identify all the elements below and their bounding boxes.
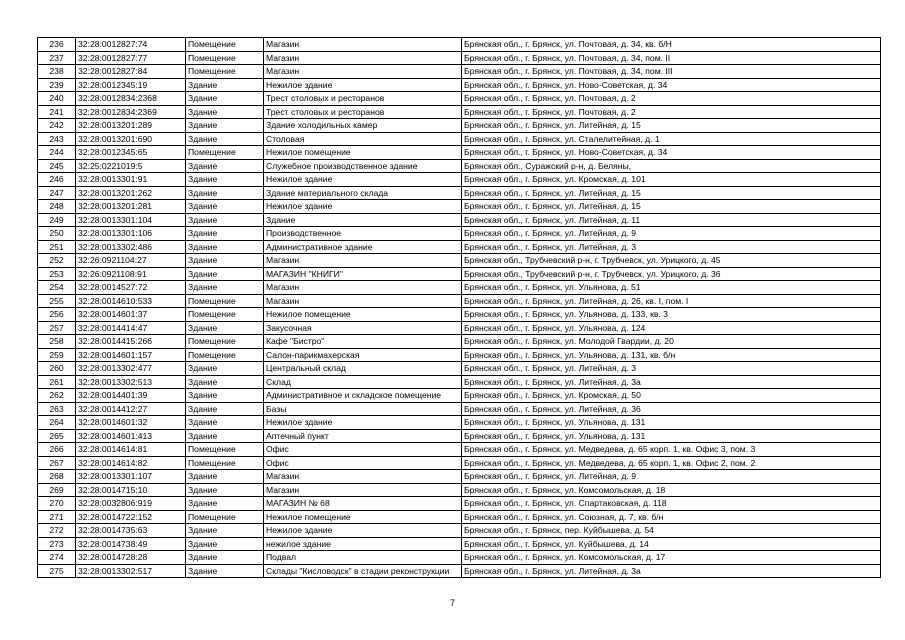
object-name-cell: Здание <box>264 213 462 227</box>
object-type-cell: Помещение <box>186 348 264 362</box>
object-type-cell: Здание <box>186 281 264 295</box>
object-name-cell: Производственное <box>264 227 462 241</box>
object-name-cell: Трест столовых и ресторанов <box>264 92 462 106</box>
table-row <box>38 362 881 376</box>
row-number-cell: 270 <box>38 497 76 511</box>
row-number-cell: 263 <box>38 402 76 416</box>
table-row <box>38 402 881 416</box>
object-name-cell: Закусочная <box>264 321 462 335</box>
row-number-cell: 258 <box>38 335 76 349</box>
object-type-cell: Здание <box>186 159 264 173</box>
row-number-cell: 252 <box>38 254 76 268</box>
row-number-cell: 245 <box>38 159 76 173</box>
row-number-cell: 267 <box>38 456 76 470</box>
cadastral-number-cell: 32:28:0014722:152 <box>76 510 186 524</box>
address-cell: Брянская обл., г. Брянск, ул. Литейная, д. 26, кв. I, пом. I <box>462 294 881 308</box>
cadastral-number-cell: 32:28:0014401:39 <box>76 389 186 403</box>
cadastral-number-cell: 32:28:0014412:27 <box>76 402 186 416</box>
object-type-cell: Помещение <box>186 51 264 65</box>
address-cell: Брянская обл., г. Брянск, ул. Литейная, д. 9 <box>462 470 881 484</box>
table-row <box>38 173 881 187</box>
address-cell: Брянская обл., г. Брянск, ул. Литейная, д. 9 <box>462 227 881 241</box>
cadastral-number-cell: 32:28:0012345:19 <box>76 78 186 92</box>
cadastral-number-cell: 32:28:0013301:107 <box>76 470 186 484</box>
address-cell: Брянская обл., г. Брянск, ул. Литейная, д. 11 <box>462 213 881 227</box>
cadastral-number-cell: 32:28:0014614:82 <box>76 456 186 470</box>
row-number-cell: 256 <box>38 308 76 322</box>
object-name-cell: МАГАЗИН № 68 <box>264 497 462 511</box>
address-cell: Брянская обл., г. Брянск, ул. Спартаковская, д. 118 <box>462 497 881 511</box>
address-cell: Брянская обл., г. Брянск, ул. Медведева, д. 65 корп. 1, кв. Офис 3, пом. 3 <box>462 443 881 457</box>
table-row <box>38 281 881 295</box>
table-row <box>38 497 881 511</box>
table-row <box>38 78 881 92</box>
object-name-cell: Здание холодильных камер <box>264 119 462 133</box>
cadastral-number-cell: 32:28:0013201:289 <box>76 119 186 133</box>
row-number-cell: 269 <box>38 483 76 497</box>
object-name-cell: Нежилое помещение <box>264 308 462 322</box>
address-cell: Брянская обл., г. Брянск, ул. Литейная, д. 3 <box>462 362 881 376</box>
row-number-cell: 253 <box>38 267 76 281</box>
address-cell: Брянская обл., г. Брянск, ул. Ульянова, д. 131, кв. б/н <box>462 348 881 362</box>
cadastral-number-cell: 32:28:0012834:2368 <box>76 92 186 106</box>
object-type-cell: Здание <box>186 416 264 430</box>
row-number-cell: 274 <box>38 551 76 565</box>
row-number-cell: 268 <box>38 470 76 484</box>
row-number-cell: 259 <box>38 348 76 362</box>
address-cell: Брянская обл., г. Брянск, ул. Ново-Советская, д. 34 <box>462 78 881 92</box>
cadastral-number-cell: 32:28:0014715:10 <box>76 483 186 497</box>
table-row <box>38 470 881 484</box>
object-type-cell: Помещение <box>186 146 264 160</box>
address-cell: Брянская обл., г. Брянск, ул. Союзная, д. 7, кв. б/н <box>462 510 881 524</box>
table-row <box>38 240 881 254</box>
object-type-cell: Помещение <box>186 38 264 52</box>
address-cell: Брянская обл., г. Брянск, ул. Литейная, д. 3а <box>462 375 881 389</box>
object-type-cell: Помещение <box>186 443 264 457</box>
object-type-cell: Здание <box>186 132 264 146</box>
address-cell: Брянская обл., г. Брянск, ул. Кромская, д. 50 <box>462 389 881 403</box>
cadastral-number-cell: 32:28:0013201:281 <box>76 200 186 214</box>
cadastral-number-cell: 32:28:0014738:49 <box>76 537 186 551</box>
object-name-cell: Магазин <box>264 281 462 295</box>
object-name-cell: Салон-парикмахерская <box>264 348 462 362</box>
object-type-cell: Здание <box>186 254 264 268</box>
object-type-cell: Здание <box>186 375 264 389</box>
row-number-cell: 255 <box>38 294 76 308</box>
object-name-cell: Нежилое помещение <box>264 146 462 160</box>
address-cell: Брянская обл., г. Брянск, ул. Почтовая, д. 2 <box>462 92 881 106</box>
table-row <box>38 443 881 457</box>
address-cell: Брянская обл., г. Брянск, ул. Ульянова, д. 124 <box>462 321 881 335</box>
table-row <box>38 105 881 119</box>
table-row <box>38 200 881 214</box>
row-number-cell: 261 <box>38 375 76 389</box>
object-name-cell: Подвал <box>264 551 462 565</box>
row-number-cell: 239 <box>38 78 76 92</box>
address-cell: Брянская обл., г. Брянск, ул. Литейная, д. 3 <box>462 240 881 254</box>
object-type-cell: Здание <box>186 267 264 281</box>
object-type-cell: Здание <box>186 362 264 376</box>
address-cell: Брянская обл., г. Брянск, ул. Литейная, д. 15 <box>462 200 881 214</box>
object-name-cell: Склады "Кисловодск" в стадии реконструкции <box>264 564 462 578</box>
object-name-cell: Магазин <box>264 483 462 497</box>
object-type-cell: Здание <box>186 564 264 578</box>
row-number-cell: 272 <box>38 524 76 538</box>
table-row <box>38 416 881 430</box>
object-type-cell: Здание <box>186 78 264 92</box>
cadastral-number-cell: 32:28:0012834:2369 <box>76 105 186 119</box>
object-type-cell: Помещение <box>186 308 264 322</box>
page-number: 7 <box>449 598 455 608</box>
address-cell: Брянская обл., г. Брянск, ул. Ново-Советская, д. 34 <box>462 146 881 160</box>
object-name-cell: Магазин <box>264 254 462 268</box>
table-row <box>38 132 881 146</box>
object-type-cell: Здание <box>186 483 264 497</box>
cadastral-number-cell: 32:28:0013302:477 <box>76 362 186 376</box>
object-name-cell: нежилое здание <box>264 537 462 551</box>
cadastral-number-cell: 32:25:0221019:5 <box>76 159 186 173</box>
row-number-cell: 275 <box>38 564 76 578</box>
object-type-cell: Здание <box>186 497 264 511</box>
address-cell: Брянская обл., г. Брянск, ул. Комсомольская, д. 18 <box>462 483 881 497</box>
object-name-cell: Базы <box>264 402 462 416</box>
cadastral-number-cell: 32:28:0014527:72 <box>76 281 186 295</box>
table-row <box>38 321 881 335</box>
object-name-cell: Административное здание <box>264 240 462 254</box>
object-type-cell: Здание <box>186 389 264 403</box>
table-row <box>38 227 881 241</box>
cadastral-number-cell: 32:28:0014601:157 <box>76 348 186 362</box>
cadastral-number-cell: 32:28:0012827:74 <box>76 38 186 52</box>
table-row <box>38 146 881 160</box>
row-number-cell: 241 <box>38 105 76 119</box>
address-cell: Брянская обл., г. Брянск, ул. Ульянова, д. 131 <box>462 416 881 430</box>
object-name-cell: Магазин <box>264 294 462 308</box>
address-cell: Брянская обл., г. Брянск, ул. Почтовая, д. 34, пом. II <box>462 51 881 65</box>
row-number-cell: 236 <box>38 38 76 52</box>
object-name-cell: Склад <box>264 375 462 389</box>
table-row <box>38 348 881 362</box>
table-row <box>38 159 881 173</box>
table-row <box>38 389 881 403</box>
row-number-cell: 240 <box>38 92 76 106</box>
address-cell: Брянская обл., г. Брянск, ул. Комсомольская, д. 17 <box>462 551 881 565</box>
cadastral-number-cell: 32:28:0014735:63 <box>76 524 186 538</box>
row-number-cell: 273 <box>38 537 76 551</box>
address-cell: Брянская обл., г. Брянск, ул. Литейная, д. 15 <box>462 119 881 133</box>
cadastral-number-cell: 32:28:0012827:84 <box>76 65 186 79</box>
cadastral-number-cell: 32:26:0921108:91 <box>76 267 186 281</box>
cadastral-number-cell: 32:28:0013302:517 <box>76 564 186 578</box>
row-number-cell: 254 <box>38 281 76 295</box>
object-name-cell: Офис <box>264 443 462 457</box>
object-name-cell: Нежилое помещение <box>264 510 462 524</box>
object-name-cell: Служебное производственное здание <box>264 159 462 173</box>
cadastral-number-cell: 32:28:0013302:513 <box>76 375 186 389</box>
table-row <box>38 564 881 578</box>
row-number-cell: 244 <box>38 146 76 160</box>
address-cell: Брянская обл., г. Брянск, ул. Литейная, д. 3а <box>462 564 881 578</box>
row-number-cell: 271 <box>38 510 76 524</box>
row-number-cell: 237 <box>38 51 76 65</box>
row-number-cell: 248 <box>38 200 76 214</box>
cadastral-number-cell: 32:28:0013301:91 <box>76 173 186 187</box>
object-name-cell: Магазин <box>264 65 462 79</box>
address-cell: Брянская обл., г. Брянск, ул. Почтовая, д. 34, пом. III <box>462 65 881 79</box>
object-name-cell: Кафе "Бистро" <box>264 335 462 349</box>
object-name-cell: Магазин <box>264 470 462 484</box>
object-type-cell: Здание <box>186 470 264 484</box>
row-number-cell: 247 <box>38 186 76 200</box>
object-type-cell: Помещение <box>186 335 264 349</box>
row-number-cell: 262 <box>38 389 76 403</box>
object-name-cell: Центральный склад <box>264 362 462 376</box>
object-name-cell: Нежилое здание <box>264 173 462 187</box>
table-body <box>38 38 881 578</box>
address-cell: Брянская обл., г. Брянск, ул. Сталелитейная, д. 1 <box>462 132 881 146</box>
address-cell: Брянская обл., Трубчевский р-н, г. Трубчевск, ул. Урицкого, д. 36 <box>462 267 881 281</box>
object-type-cell: Здание <box>186 119 264 133</box>
row-number-cell: 264 <box>38 416 76 430</box>
cadastral-number-cell: 32:28:0013201:262 <box>76 186 186 200</box>
object-type-cell: Помещение <box>186 294 264 308</box>
object-type-cell: Здание <box>186 321 264 335</box>
table-row <box>38 51 881 65</box>
cadastral-number-cell: 32:28:0032806:919 <box>76 497 186 511</box>
object-type-cell: Помещение <box>186 456 264 470</box>
address-cell: Брянская обл., г. Брянск, ул. Ульянова, д. 51 <box>462 281 881 295</box>
object-type-cell: Здание <box>186 92 264 106</box>
table-row <box>38 524 881 538</box>
table-row <box>38 38 881 52</box>
address-cell: Брянская обл., г. Брянск, ул. Куйбышева, д. 14 <box>462 537 881 551</box>
object-name-cell: Аптечный пункт <box>264 429 462 443</box>
object-type-cell: Здание <box>186 524 264 538</box>
table-row <box>38 483 881 497</box>
address-cell: Брянская обл., г. Брянск, ул. Кромская, д. 101 <box>462 173 881 187</box>
address-cell: Брянская обл., г. Брянск, ул. Ульянова, д. 133, кв. 3 <box>462 308 881 322</box>
address-cell: Брянская обл., г. Брянск, ул. Молодой Гвардии, д. 20 <box>462 335 881 349</box>
object-name-cell: Офис <box>264 456 462 470</box>
cadastral-number-cell: 32:28:0013201:690 <box>76 132 186 146</box>
property-table <box>37 37 881 578</box>
object-type-cell: Здание <box>186 105 264 119</box>
object-type-cell: Здание <box>186 537 264 551</box>
object-type-cell: Здание <box>186 200 264 214</box>
table-row <box>38 92 881 106</box>
address-cell: Брянская обл., г. Брянск, пер. Куйбышева, д. 54 <box>462 524 881 538</box>
object-name-cell: Магазин <box>264 38 462 52</box>
object-type-cell: Здание <box>186 240 264 254</box>
table-row <box>38 65 881 79</box>
address-cell: Брянская обл., г. Брянск, ул. Медведева, д. 65 корп. 1, кв. Офис 2, пом. 2 <box>462 456 881 470</box>
object-name-cell: Нежилое здание <box>264 524 462 538</box>
table-row <box>38 294 881 308</box>
row-number-cell: 238 <box>38 65 76 79</box>
cadastral-number-cell: 32:26:0921104:27 <box>76 254 186 268</box>
row-number-cell: 243 <box>38 132 76 146</box>
row-number-cell: 250 <box>38 227 76 241</box>
address-cell: Брянская обл., г. Брянск, ул. Литейная, д. 36 <box>462 402 881 416</box>
cadastral-number-cell: 32:28:0014601:37 <box>76 308 186 322</box>
cadastral-number-cell: 32:28:0013302:486 <box>76 240 186 254</box>
table-row <box>38 186 881 200</box>
object-type-cell: Здание <box>186 402 264 416</box>
table-row <box>38 456 881 470</box>
address-cell: Брянская обл., г. Брянск, ул. Ульянова, д. 131 <box>462 429 881 443</box>
table-row <box>38 551 881 565</box>
table-row <box>38 375 881 389</box>
row-number-cell: 265 <box>38 429 76 443</box>
object-type-cell: Здание <box>186 213 264 227</box>
object-type-cell: Здание <box>186 186 264 200</box>
cadastral-number-cell: 32:28:0013301:106 <box>76 227 186 241</box>
cadastral-number-cell: 32:28:0014601:32 <box>76 416 186 430</box>
object-type-cell: Здание <box>186 173 264 187</box>
address-cell: Брянская обл., г. Брянск, ул. Почтовая, д. 2 <box>462 105 881 119</box>
address-cell: Брянская обл., г. Брянск, ул. Почтовая, д. 34, кв. б/Н <box>462 38 881 52</box>
table-row <box>38 537 881 551</box>
object-name-cell: Магазин <box>264 51 462 65</box>
row-number-cell: 249 <box>38 213 76 227</box>
object-name-cell: Административное и складское помещение <box>264 389 462 403</box>
row-number-cell: 266 <box>38 443 76 457</box>
object-name-cell: Нежилое здание <box>264 200 462 214</box>
cadastral-number-cell: 32:28:0014601:413 <box>76 429 186 443</box>
object-name-cell: Нежилое здание <box>264 78 462 92</box>
object-type-cell: Помещение <box>186 65 264 79</box>
table-row <box>38 429 881 443</box>
row-number-cell: 257 <box>38 321 76 335</box>
table-row <box>38 254 881 268</box>
address-cell: Брянская обл., г. Брянск, ул. Литейная, д. 15 <box>462 186 881 200</box>
cadastral-number-cell: 32:28:0014610:533 <box>76 294 186 308</box>
object-type-cell: Здание <box>186 429 264 443</box>
address-cell: Брянская обл., Трубчевский р-н, г. Трубчевск, ул. Урицкого, д. 45 <box>462 254 881 268</box>
object-name-cell: Столовая <box>264 132 462 146</box>
cadastral-number-cell: 32:28:0014614:81 <box>76 443 186 457</box>
address-cell: Брянская обл., Суражский р-н, д. Беляны, <box>462 159 881 173</box>
table-row <box>38 335 881 349</box>
row-number-cell: 242 <box>38 119 76 133</box>
object-name-cell: МАГАЗИН "КНИГИ" <box>264 267 462 281</box>
cadastral-number-cell: 32:28:0014728:28 <box>76 551 186 565</box>
object-name-cell: Трест столовых и ресторанов <box>264 105 462 119</box>
cadastral-number-cell: 32:28:0012345:65 <box>76 146 186 160</box>
table-row <box>38 510 881 524</box>
table-row <box>38 119 881 133</box>
object-type-cell: Помещение <box>186 510 264 524</box>
row-number-cell: 260 <box>38 362 76 376</box>
table-row <box>38 213 881 227</box>
cadastral-number-cell: 32:28:0014414:47 <box>76 321 186 335</box>
row-number-cell: 251 <box>38 240 76 254</box>
object-type-cell: Здание <box>186 227 264 241</box>
row-number-cell: 246 <box>38 173 76 187</box>
object-type-cell: Здание <box>186 551 264 565</box>
cadastral-number-cell: 32:28:0014415:266 <box>76 335 186 349</box>
object-name-cell: Нежилое здание <box>264 416 462 430</box>
table-row <box>38 267 881 281</box>
object-name-cell: Здание материального склада <box>264 186 462 200</box>
cadastral-number-cell: 32:28:0013301:104 <box>76 213 186 227</box>
cadastral-number-cell: 32:28:0012827:77 <box>76 51 186 65</box>
table-row <box>38 308 881 322</box>
